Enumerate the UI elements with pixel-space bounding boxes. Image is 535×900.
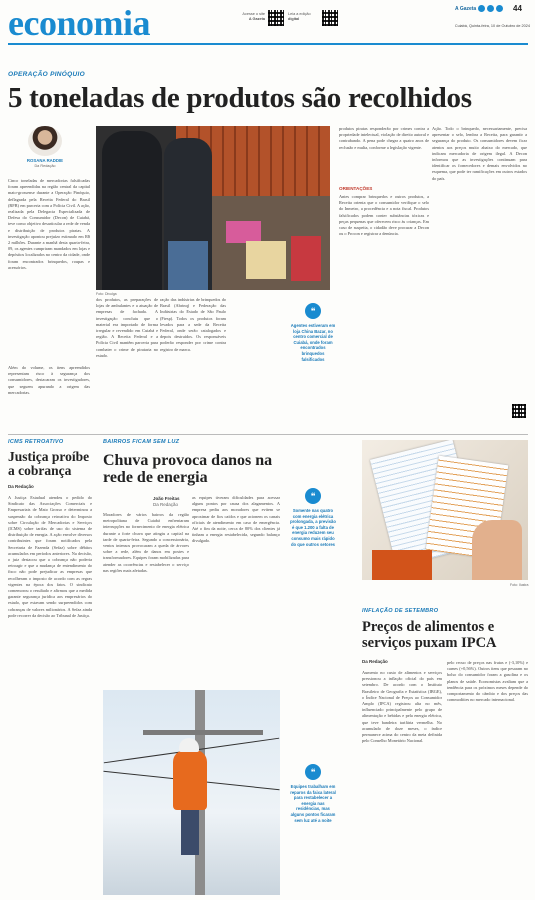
energy-col2-text: as equipes tiveram dificuldades para acessar alguns pontos por causa dos alagamentos. A empresa pediu aos moradores que evitem se aproximar de fios caídos e que acionem os canais oficiais de atendimento em caso de emergência. Até o fim da noite, cerca de 80% dos clientes já tinham a energia restabelecida, segundo balanço divulgado. [192,495,280,544]
photo-worker [173,750,207,810]
icms-headline: Justiça proíbe a cobrança [8,449,90,478]
photo-helmet [179,738,199,752]
ipca-col2-text: pelo recuo de preços nas frutas e (-3,10%) e carnes (+0,56%). Outros itens que pesaram no bolso do consumidor foram a gasolina e os planos de saúde. Economistas avaliam que a tendência para os próximos meses depende do comportamento do câmbio e dos preços das commodities no mercado internacional. [447,660,528,703]
qr-code-icon [512,404,526,418]
author-avatar [28,126,62,156]
instagram-icon [478,5,485,12]
section-title: economia [8,3,150,43]
energy-quote-box [290,488,336,547]
masthead-note-4: digital [288,17,300,21]
quote-icon: ❝ [305,764,321,780]
masthead-note-digital [288,12,318,22]
main-col1b-text: Além do volume, os itens apreendidos representam risco à segurança dos consumidores, destacaram os investigadores, que seguem apurando a origem das mercadorias. [8,365,90,395]
energy-author-name: João Freitas [153,496,180,501]
facebook-icon [487,5,494,12]
twitter-icon [496,5,503,12]
main-col2-text: dos produtos, as preparações de lojas de ambulantes e a atuação de empresas de fachada. A investigação concluiu que o material era importado de forma irregular e revendido em Cuiabá e região. A Receita Federal e a Polícia Civil mantêm parceria para combater o crime de pirataria no estado. [96,297,158,358]
masthead-note-site [235,12,265,22]
masthead-note-1: Acesse o site [242,12,265,16]
qr-code-icon [322,10,338,26]
quote-icon: ❝ [305,488,321,504]
icms-byline: Da Redação [8,484,34,489]
icms-kicker: ICMS RETROATIVO [8,439,64,445]
main-headline: 5 toneladas de produtos são recolhidos [8,82,472,114]
brand-name: A Gazeta [455,6,477,12]
main-col5-text: Ação. Todo o brinquedo, necessariamente, precisa apresentar o selo, lembra a Receita, para garantir a segurança do produto. Os consumidores devem ficar atentos aos preços muito abaixo do mercado, que indicam mercadoria de origem ilegal. A Decon informou que as investigações continuam para identificar os fornecedores e demais envolvidos no esquema, que pode ter ramificações em outros estados do país. [432,126,527,181]
ipca-quote: Equipes trabalham em reparos da faixa lateral para restabelecer a energia nas residências, mas alguns pontos ficaram sem luz até a noite [290,784,336,823]
photo-hand [472,520,522,580]
ipca-col1-text: Aumento no custo de alimentos e serviços pressionou a inflação oficial do país em setembro. De acordo com o Instituto Brasileiro de Geografia e Estatística (IBGE), o Índice Nacional de Preços ao Consumidor Amplo (IPCA) registrou alta no mês, influenciado principalmente pelo grupo de alimentação e bebidas e pela energia elétrica, que teve bandeira tarifária vermelha. No acumulado de doze meses, o índice permanece acima do centro da meta definida pelo Conselho Monetário Nacional. [362,670,442,744]
section-header [0,0,535,42]
main-photo [96,126,330,290]
section-divider [8,434,528,435]
quote-icon: ❝ [305,303,321,319]
main-col4-text: produtos piratas responderão por crimes contra a propriedade intelectual, violação de direito autoral e contrabando. A pena pode chegar a quatro anos de reclusão e multa, conforme a legislação vigente. [339,126,429,150]
main-author-name: ROSANA RADDIE [26,158,64,163]
photo-sleeve [372,550,432,580]
photo-jeans [168,241,208,290]
energy-kicker: BAIRROS FICAM SEM LUZ [103,439,180,445]
energy-headline: Chuva provoca danos na rede de energia [103,452,273,486]
main-col1-text: Cinco toneladas de mercadorias falsificadas foram apreendidas na região central da capital mato-grossense durante a Operação Pinóquio, deflagrada pela Receita Federal do Brasil (RFB) em parceria com a Polícia Civil. A ação, realizada pela Delegacia Especializada de Defesa do Consumidor (Decon) de Cuiabá, teve como objetivo desarticular a rede de venda e distribuição de produtos piratas. A investigação apontou prejuízo estimado em R$ 2 milhões. Durante a manhã desta quarta-feira, 09, os agentes cumpriram mandados em lojas e depósitos localizados no centro da cidade, onde foram encontrados brinquedos, roupas e acessórios. [8,178,90,270]
energy-quote: Somente nas quatro com energia elétrica prolongada, a previsão é que 1.200 a falta de energia reduzem seu consumo mais rápido do que outros setores [290,508,336,547]
main-quote-box [290,303,336,362]
photo-crossarm [143,730,263,735]
header-rule [8,43,528,45]
main-photo-credit: Foto: Divulga [96,292,117,296]
dateline: Cuiabá, Quinta-feira, 10 de Outubro de 2024 [454,24,530,28]
photo-boxes [246,241,286,279]
ipca-photo-credit: Foto: Ilustra [510,583,529,587]
masthead-note-2: A Gazeta [248,17,265,21]
page-number: 44 [513,4,522,13]
ipca-headline: Preços de alimentos e serviços puxam IPCA [362,619,497,651]
energy-author-role: Da Redação [153,502,179,507]
main-col4b-text: Antes comprar brinquedos e outros produtos, a Receita orienta que o consumidor verifique o selo do Inmetro, a procedência e a nota fiscal. Produtos falsificados podem conter substâncias tóxicas e peças pequenas que oferecem risco às crianças. Em caso de suspeita, o cidadão deve procurar a Decon ou o Procon e registrar a denúncia. [339,194,429,237]
main-author-role: Da Redação [34,164,56,168]
main-col4-subhead: ORIENTAÇÕES [339,186,373,191]
photo-pink-boxes [226,221,261,243]
qr-code-icon [268,10,284,26]
photo-toys [291,236,321,281]
ipca-photo [362,440,528,580]
main-kicker: OPERAÇÃO PINÓQUIO [8,71,85,78]
ipca-quote-box [290,764,336,823]
photo-officer-1 [102,131,162,290]
ipca-byline: Da Redação [362,659,388,664]
masthead-note-3: Leia a edição [288,12,311,16]
ipca-kicker: INFLAÇÃO DE SETEMBRO [362,608,439,614]
energy-col1-text: Moradores de vários bairros da região metropolitana de Cuiabá enfrentaram interrupções no fornecimento de energia elétrica durante a forte chuva que atingiu a capital na tarde de quarta-feira. Segundo a concessionária, ventos intensos provocaram a queda de árvores sobre a rede, além de danos em postes e transformadores. Equipes foram mobilizadas para atender as ocorrências e restabelecer o serviço nas regiões mais afetadas. [103,512,189,573]
main-col3-text: ração das indústrias de brinquedos do Brasil (Abrinq) e Federação das Indústrias do Estado de São Paulo (Fiesp). Todos os produtos foram levados para a sede da Receita Federal, onde serão catalogados e depois destruídos. Os responsáveis poderão responder por crime contra registro de marca. [160,297,226,352]
main-quote: Agentes estiveram em loja China Bazar, no centro comercial de Cuiabá, onde foram encontrados brinquedos falsificados [290,323,336,362]
icms-body: A Justiça Estadual atendeu o pedido do Sindicato das Associações Comerciais e Empresariais de Mato Grosso e determinou a suspensão da cobrança retroativa do Imposto sobre Circulação de Mercadorias e Serviços (ICMS) sobre tarifas de uso do sistema de distribuição de energia. A ação envolve diversos contribuintes que foram notificados pela Secretaria de Fazenda (Sefaz) sobre débitos acumulados em períodos anteriores. Na decisão, o juiz destacou que a cobrança não poderia retroagir e que a mudança de entendimento do fisco não pode prejudicar as empresas que recolheram o imposto de acordo com as regras vigentes na época dos fatos. O sindicato comemorou o resultado e afirmou que a medida garante segurança jurídica aos empresários do estado, que estavam sendo surpreendidos com cobranças de valores milionários. A Sefaz ainda pode recorrer da decisão ao Tribunal de Justiça. [8,495,92,618]
social-icons [478,5,503,12]
energy-photo [103,690,280,895]
photo-legs [181,810,199,855]
